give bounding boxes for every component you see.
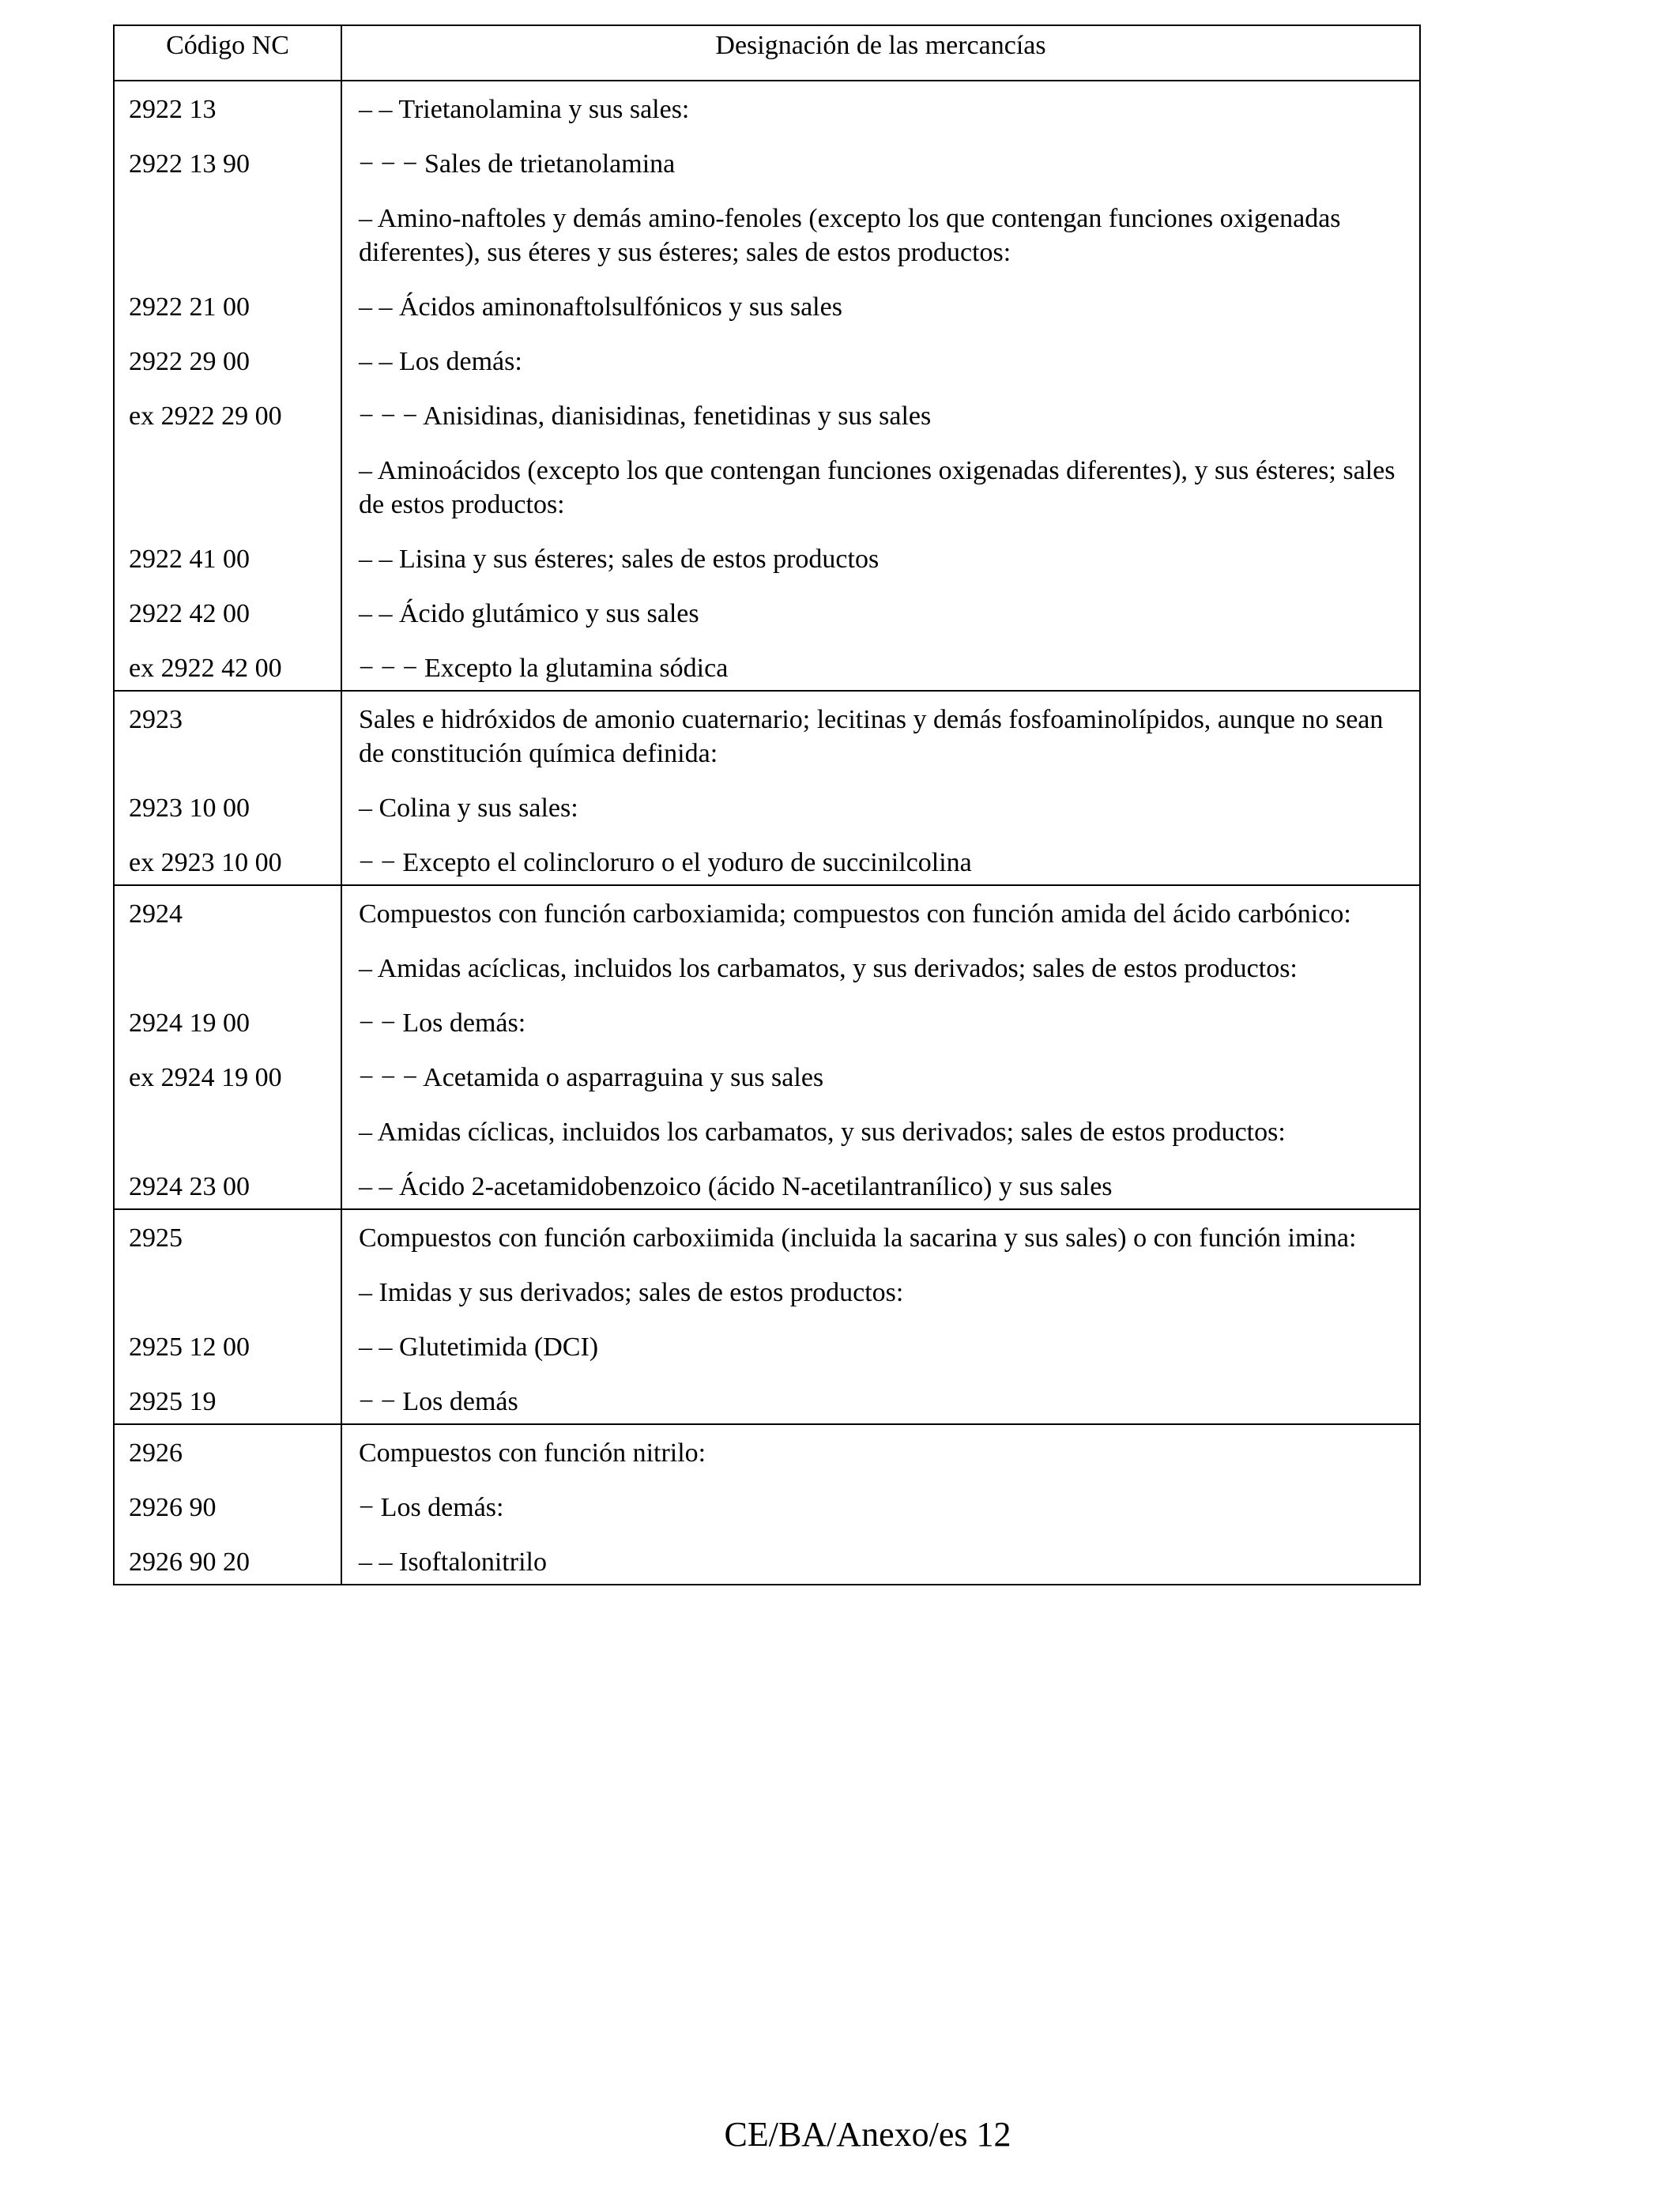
nc-code: 2924 xyxy=(129,899,183,929)
nc-code: 2926 90 xyxy=(129,1493,217,1522)
nc-code xyxy=(115,1276,341,1310)
goods-description: Compuestos con función carboxiimida (incluida la sacarina y sus sales) o con función imina: xyxy=(359,1223,1357,1253)
table-group-row xyxy=(114,691,1420,885)
description-cell xyxy=(341,885,1420,1209)
goods-description: Compuestos con función nitrilo: xyxy=(359,1438,706,1468)
nc-code: 2925 19 xyxy=(129,1387,217,1416)
table-group-row xyxy=(114,885,1420,1209)
goods-description: − − − Excepto la glutamina sódica xyxy=(359,654,729,683)
goods-description: Compuestos con función carboxiamida; compuestos con función amida del ácido carbónico: xyxy=(359,899,1351,929)
goods-description: − Los demás: xyxy=(359,1493,504,1522)
code-cell xyxy=(114,81,341,691)
nc-code: 2922 42 00 xyxy=(129,599,250,628)
nc-code: 2926 90 20 xyxy=(129,1547,250,1577)
nc-code: 2923 xyxy=(129,705,183,734)
goods-description: – – Ácido glutámico y sus sales xyxy=(359,599,699,628)
nc-code: 2925 12 00 xyxy=(129,1333,250,1362)
nc-code: ex 2924 19 00 xyxy=(129,1063,282,1092)
nc-code xyxy=(115,202,341,270)
goods-description: − − − Sales de trietanolamina xyxy=(359,149,676,179)
description-cell xyxy=(341,1209,1420,1424)
goods-description: Sales e hidróxidos de amonio cuaternario; lecitinas y demás fosfoaminolípidos, aunque no sean de constitución química definida: xyxy=(359,705,1384,768)
nc-code: 2924 19 00 xyxy=(129,1008,250,1038)
nc-code: 2925 xyxy=(129,1223,183,1253)
nc-code: 2922 29 00 xyxy=(129,347,250,376)
nc-code xyxy=(115,1115,341,1149)
goods-description: – – Ácido 2-acetamidobenzoico (ácido N-acetilantranílico) y sus sales xyxy=(359,1172,1113,1201)
table-group-row xyxy=(114,81,1420,691)
page-footer: CE/BA/Anexo/es 12 xyxy=(724,2115,1011,2154)
nc-code: 2923 10 00 xyxy=(129,794,250,823)
nc-code-table xyxy=(113,25,1421,1585)
goods-description: – – Trietanolamina y sus sales: xyxy=(359,95,690,124)
table-group-row xyxy=(114,1424,1420,1585)
nc-code xyxy=(115,952,341,986)
goods-description: – – Los demás: xyxy=(359,347,522,376)
goods-description: – – Ácidos aminonaftolsulfónicos y sus sales xyxy=(359,292,842,322)
description-cell xyxy=(341,81,1420,691)
nc-code: 2922 13 90 xyxy=(129,149,250,179)
goods-description: – Imidas y sus derivados; sales de estos productos: xyxy=(359,1278,904,1307)
goods-description: – – Isoftalonitrilo xyxy=(359,1547,547,1577)
goods-description: − − Los demás xyxy=(359,1387,518,1416)
description-cell xyxy=(341,1424,1420,1585)
nc-code: ex 2922 42 00 xyxy=(129,654,282,683)
goods-description: – Amidas acíclicas, incluidos los carbamatos, y sus derivados; sales de estos productos: xyxy=(359,954,1298,983)
code-cell xyxy=(114,691,341,885)
goods-description: – – Glutetimida (DCI) xyxy=(359,1333,599,1362)
goods-description: – Aminoácidos (excepto los que contengan funciones oxigenadas diferentes), y sus ésteres; sales de estos productos: xyxy=(359,456,1396,519)
nc-code: ex 2922 29 00 xyxy=(129,401,282,431)
code-cell xyxy=(114,1424,341,1585)
goods-description: – Amidas cíclicas, incluidos los carbamatos, y sus derivados; sales de estos productos: xyxy=(359,1118,1286,1147)
table-group-row xyxy=(114,1209,1420,1424)
description-cell xyxy=(341,691,1420,885)
goods-description: − − − Anisidinas, dianisidinas, fenetidinas y sus sales xyxy=(359,401,932,431)
goods-description: − − Excepto el colincloruro o el yoduro de succinilcolina xyxy=(359,848,972,877)
header-description: Designación de las mercancías xyxy=(341,25,1420,81)
code-cell xyxy=(114,885,341,1209)
nc-code: 2922 21 00 xyxy=(129,292,250,322)
goods-description: − − Los demás: xyxy=(359,1008,526,1038)
goods-description: – Colina y sus sales: xyxy=(359,794,578,823)
goods-description: – – Lisina y sus ésteres; sales de estos productos xyxy=(359,545,880,574)
nc-code: 2926 xyxy=(129,1438,183,1468)
nc-code: ex 2923 10 00 xyxy=(129,848,282,877)
nc-code: 2922 13 xyxy=(129,95,217,124)
code-cell xyxy=(114,1209,341,1424)
goods-description: − − − Acetamida o asparraguina y sus sales xyxy=(359,1063,824,1092)
goods-description: – Amino-naftoles y demás amino-fenoles (excepto los que contengan funciones oxigenadas diferentes), sus éteres y sus ésteres; sales de estos productos: xyxy=(359,204,1341,267)
table-header-row xyxy=(114,25,1420,81)
nc-code: 2924 23 00 xyxy=(129,1172,250,1201)
header-code: Código NC xyxy=(114,25,341,81)
nc-code xyxy=(115,454,341,522)
nc-code: 2922 41 00 xyxy=(129,545,250,574)
